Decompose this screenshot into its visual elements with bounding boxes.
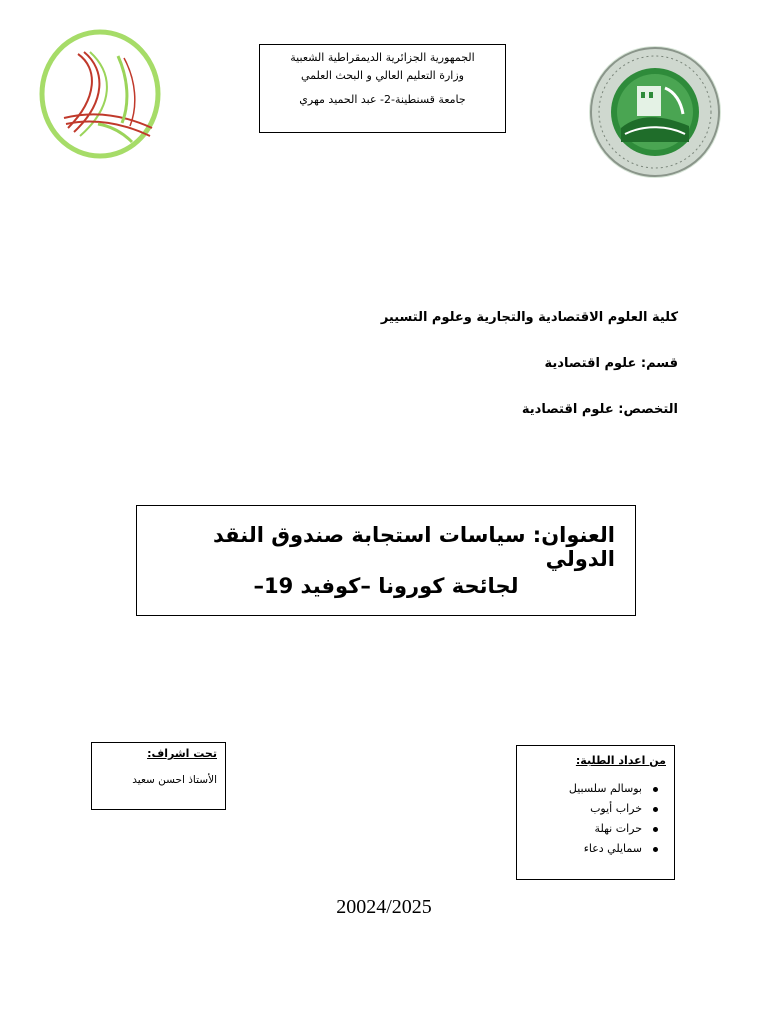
student-name: حرات نهلة	[525, 819, 642, 839]
header-box	[259, 44, 506, 133]
academic-year: 20024/2025	[336, 896, 432, 918]
header-ministry: وزارة التعليم العالي و البحث العلمي	[301, 69, 464, 82]
supervisor-heading: تحت اشراف:	[147, 747, 217, 760]
student-name: بوسالم سلسبيل	[525, 779, 642, 799]
university-seal-right	[585, 42, 725, 182]
students-heading: من اعداد الطلبة:	[575, 754, 666, 767]
department-name: قسم: علوم اقتصادية	[544, 356, 678, 371]
header-republic: الجمهورية الجزائرية الديمقراطية الشعبية	[290, 51, 475, 64]
thesis-title-line2: لجائحة كورونا –كوفيد 19–	[253, 574, 519, 598]
student-name: خراب أيوب	[525, 799, 642, 819]
supervisor-box	[91, 742, 226, 810]
faculty-name: كلية العلوم الاقتصادية والتجارية وعلوم التسيير	[380, 310, 678, 325]
thesis-title-box	[136, 505, 636, 616]
header-university: جامعة قسنطينة-2- عبد الحميد مهري	[299, 93, 466, 106]
supervisor-name: الأستاذ احسن سعيد	[132, 774, 217, 786]
thesis-title-line1: العنوان: سياسات استجابة صندوق النقد الدولي	[213, 523, 615, 571]
university-logo-left	[38, 28, 163, 161]
students-box	[516, 745, 675, 880]
students-list	[525, 779, 666, 859]
student-name: سمايلي دعاء	[525, 839, 642, 859]
specialty-name: التخصص: علوم اقتصادية	[521, 402, 678, 417]
